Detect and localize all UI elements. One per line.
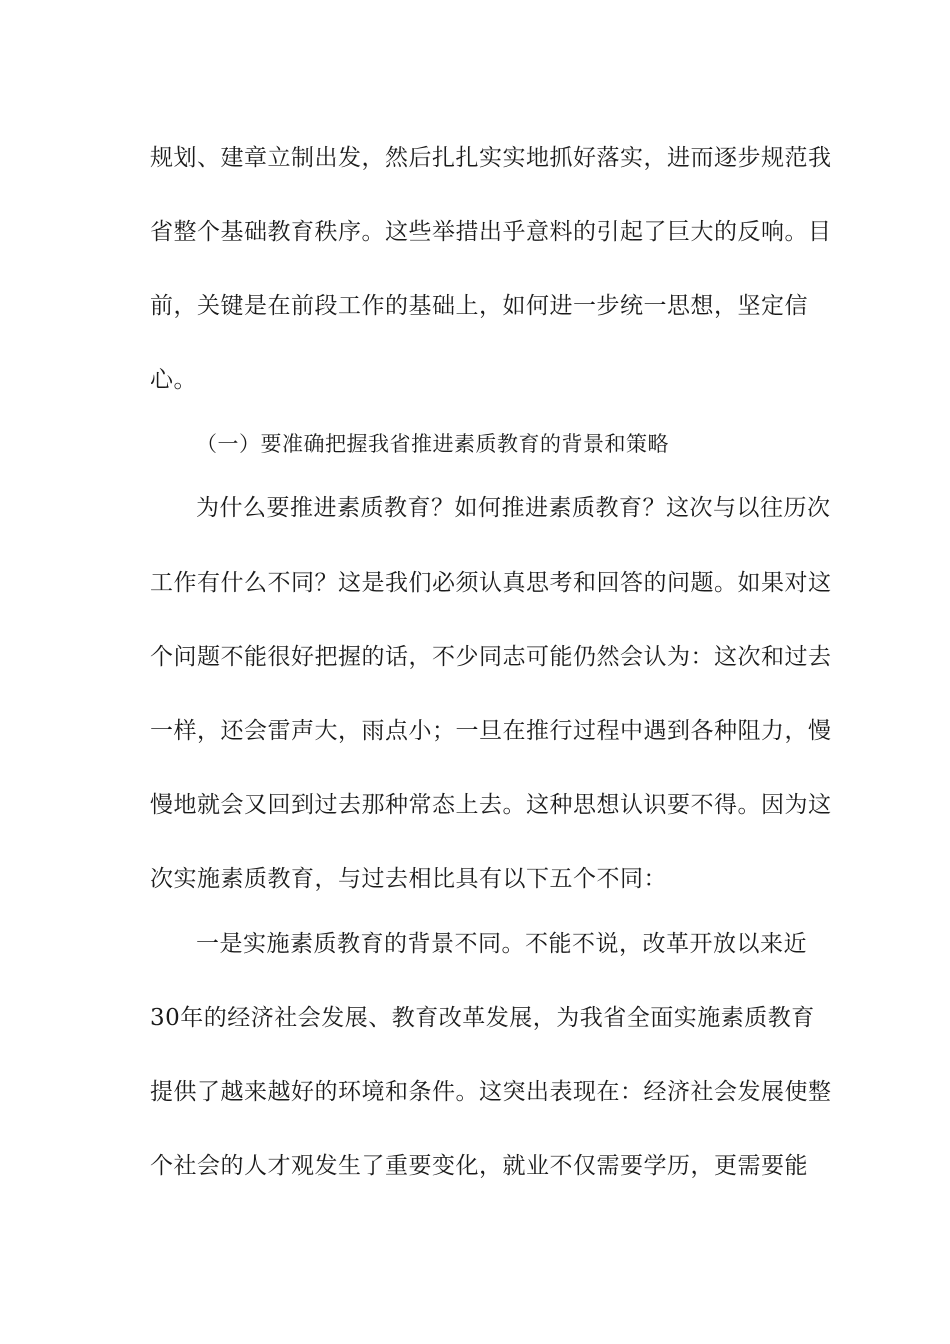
- paragraph-line: 前，关键是在前段工作的基础上，如何进一步统一思想，坚定信: [150, 293, 808, 319]
- paragraph-line: 为什么要推进素质教育？如何推进素质教育？这次与以往历次: [196, 495, 831, 521]
- paragraph-line: 心。: [150, 367, 197, 393]
- paragraph-line: 一是实施素质教育的背景不同。不能不说，改革开放以来近: [196, 931, 807, 957]
- paragraph-line: 一样，还会雷声大，雨点小；一旦在推行过程中遇到各种阻力，慢: [150, 718, 832, 744]
- paragraph-line: 规划、建章立制出发，然后扎扎实实地抓好落实，进而逐步规范我: [150, 145, 832, 171]
- paragraph-line: 30年的经济社会发展、教育改革发展，为我省全面实施素质教育: [150, 1005, 815, 1031]
- paragraph-line: 个社会的人才观发生了重要变化，就业不仅需要学历，更需要能: [150, 1153, 808, 1179]
- paragraph-line: 慢地就会又回到过去那种常态上去。这种思想认识要不得。因为这: [150, 792, 832, 818]
- paragraph-line: 省整个基础教育秩序。这些举措出乎意料的引起了巨大的反响。目: [150, 219, 832, 245]
- paragraph-line: 个问题不能很好把握的话，不少同志可能仍然会认为：这次和过去: [150, 644, 832, 670]
- section-heading: （一）要准确把握我省推进素质教育的背景和策略: [196, 432, 669, 456]
- paragraph-line: 提供了越来越好的环境和条件。这突出表现在：经济社会发展使整: [150, 1079, 832, 1105]
- paragraph-line: 次实施素质教育，与过去相比具有以下五个不同：: [150, 866, 667, 892]
- paragraph-line: 工作有什么不同？这是我们必须认真思考和回答的问题。如果对这: [150, 570, 832, 596]
